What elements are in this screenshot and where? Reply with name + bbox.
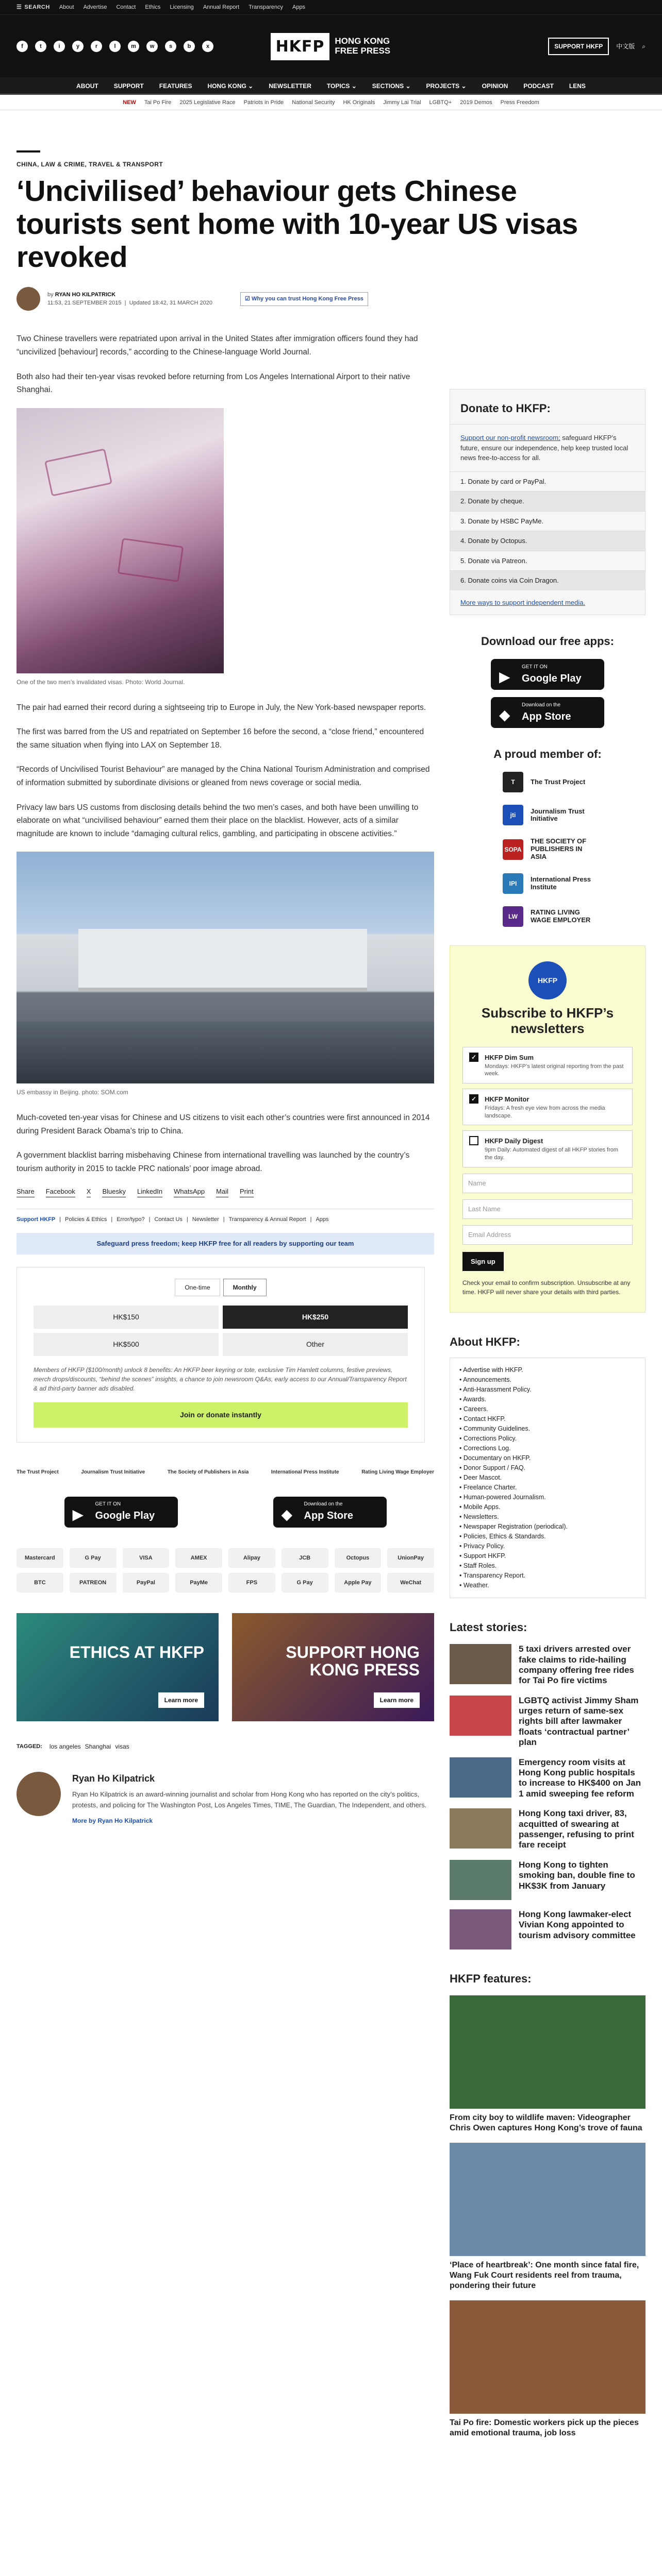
paragraph: A government blacklist barring misbehaving Chinese from international travelling was launched by the country’s tourism authority in 2015 to tackle PRC nationals’ poor image abroad. — [16, 1151, 410, 1173]
menu-icon: ☰ — [16, 4, 22, 10]
feature-headline: Tai Po fire: Domestic workers pick up the pieces amid emotional trauma, job loss — [450, 2418, 639, 2437]
bluesky-icon[interactable]: b — [184, 41, 195, 52]
story-thumbnail — [450, 1909, 511, 1950]
more-ways-link[interactable]: More ways to support independent media. — [460, 598, 586, 606]
story-headline: Emergency room visits at Hong Kong public hospitals to increase to HK$400 on Jan 1 amid sweeping fee reform — [519, 1757, 641, 1799]
feature-headline: From city boy to wildlife maven: Videographer Chris Owen captures Hong Kong’s trove of fauna — [450, 2113, 642, 2132]
top-bar — [0, 0, 662, 14]
transparency-link[interactable]: Transparency & Annual Report — [228, 1216, 306, 1223]
search-button[interactable]: ☰ SEARCH — [16, 3, 50, 12]
mastodon-icon[interactable]: m — [128, 41, 139, 52]
tag-link[interactable]: visas — [115, 1742, 129, 1750]
more-by-author-link[interactable]: More by Ryan Ho Kilpatrick — [72, 1817, 153, 1824]
ticker-item[interactable]: 2019 Demos — [460, 99, 492, 106]
about-item[interactable]: • Newspaper Registration (periodical). — [459, 1522, 636, 1532]
story-item[interactable] — [450, 1644, 646, 1686]
checkbox-checked[interactable]: ✓ — [469, 1053, 478, 1062]
payment-logo[interactable]: Apple Pay — [335, 1573, 382, 1592]
nav-projects[interactable]: PROJECTS ⌄ — [426, 82, 467, 90]
payment-logo[interactable]: PATREON — [70, 1573, 117, 1592]
donate-option[interactable]: 2. Donate by cheque. — [450, 491, 645, 511]
rss-icon[interactable]: r — [91, 41, 102, 52]
amount-option[interactable]: HK$150 — [34, 1306, 219, 1329]
amount-option-selected[interactable]: HK$250 — [223, 1306, 408, 1329]
header-rule — [16, 150, 40, 152]
support-link[interactable]: Support HKFP — [16, 1216, 56, 1223]
payment-logo[interactable]: Alipay — [228, 1548, 275, 1568]
article-body — [16, 332, 434, 2447]
published-date: 11:53, 21 SEPTEMBER 2015 — [47, 300, 122, 307]
play-icon: ▶ — [72, 1506, 84, 1522]
nav-lens[interactable]: LENS — [569, 82, 586, 90]
about-item[interactable]: • Human-powered Journalism. — [459, 1493, 636, 1502]
topbar-link-about[interactable]: About — [59, 4, 74, 10]
about-item[interactable]: • Donor Support / FAQ. — [459, 1463, 636, 1473]
email-input[interactable]: Email Address — [462, 1225, 633, 1245]
newsletter-option-daily-digest[interactable]: HKFP Daily Digest 9pm Daily: Automated digest of all HKFP stories from the day. — [462, 1130, 633, 1167]
payment-logo[interactable]: FPS — [228, 1573, 275, 1592]
latest-heading: Latest stories: — [450, 1621, 527, 1634]
story-headline: 5 taxi drivers arrested over fake claims to ride-hailing company offering free rides for Tai Po fire victims — [519, 1644, 634, 1686]
member-logos-row — [16, 1468, 434, 1476]
story-item[interactable] — [450, 1860, 646, 1900]
checkbox-unchecked[interactable] — [469, 1136, 478, 1145]
support-hkfp-button[interactable]: SUPPORT HKFP — [548, 38, 609, 55]
story-thumbnail — [450, 1860, 511, 1900]
about-item[interactable]: • Mobile Apps. — [459, 1502, 636, 1512]
promo-row — [16, 1613, 434, 1721]
reflecting-pool — [16, 1022, 434, 1083]
topbar-link-licensing[interactable]: Licensing — [170, 4, 194, 10]
donate-option[interactable]: 4. Donate by Octopus. — [450, 531, 645, 551]
newsletter-title: Subscribe to HKFP’s newsletters — [481, 1005, 614, 1037]
ticker-item[interactable]: Jimmy Lai Trial — [383, 99, 421, 106]
article-title: ‘Uncivilised’ behaviour gets Chinese tourists sent home with 10-year US visas revoked — [16, 175, 578, 274]
embassy-photo — [16, 852, 434, 1083]
story-headline: Hong Kong taxi driver, 83, acquitted of swearing at passenger, refusing to print fare receipt — [519, 1808, 634, 1850]
about-item[interactable]: • Corrections Log. — [459, 1444, 636, 1453]
about-item[interactable]: • Privacy Policy. — [459, 1541, 636, 1551]
paragraph: Privacy law bars US customs from disclosing details behind the two men’s cases, and both have been unwilling to elaborate on what “uncivilised behaviour” earned them their place on the blacklist. However, acts of a similar magnitude are known to include “damaging cultural relics, gambling, and participating in obscene activities.” — [16, 803, 419, 838]
payment-logo[interactable]: PayMe — [175, 1573, 222, 1592]
article-categories[interactable]: CHINA, LAW & CRIME, TRAVEL & TRANSPORT — [16, 161, 163, 168]
author-avatar — [16, 287, 40, 311]
payment-logo[interactable]: G Pay — [282, 1573, 328, 1592]
share-whatsapp[interactable]: WhatsApp — [174, 1187, 205, 1197]
about-list — [450, 1358, 646, 1598]
about-item[interactable]: • Policies, Ethics & Standards. — [459, 1532, 636, 1541]
hkfp-logo-icon: HKFP — [528, 961, 567, 999]
ticker-item[interactable]: Press Freedom — [500, 99, 539, 106]
donate-option[interactable]: 5. Donate via Patreon. — [450, 551, 645, 571]
newsletter-fine-print: Check your email to confirm subscription. Unsubscribe at any time. HKFP will never share your details with third parties. — [462, 1279, 631, 1296]
share-mail[interactable]: Mail — [216, 1187, 228, 1197]
payment-methods — [16, 1548, 434, 1592]
share-bluesky[interactable]: Bluesky — [102, 1187, 126, 1197]
about-item[interactable]: • Contact HKFP. — [459, 1414, 636, 1424]
member-logo[interactable]: Rating Living Wage Employer — [361, 1469, 434, 1475]
topbar-link-contact[interactable]: Contact — [116, 4, 136, 10]
whatsapp-icon[interactable]: w — [146, 41, 158, 52]
apple-icon: ◆ — [281, 1506, 293, 1522]
story-item[interactable] — [450, 1757, 646, 1800]
about-widget — [450, 1333, 646, 1598]
contact-link[interactable]: Contact Us — [154, 1216, 183, 1223]
story-headline: LGBTQ activist Jimmy Sham urges return of same-sex rights bill after lawmaker floats ‘contractual partner’ plan — [519, 1695, 639, 1748]
share-facebook[interactable]: Facebook — [46, 1187, 75, 1197]
story-item[interactable] — [450, 1808, 646, 1851]
paragraph: Two Chinese travellers were repatriated upon arrival in the United States after immigration officers found they had “uncivilized [behaviour] records,” according to the Chinese-language World Journal. — [16, 334, 418, 357]
about-item[interactable]: • Careers. — [459, 1404, 636, 1414]
latest-stories — [450, 1619, 646, 1950]
about-item[interactable]: • Advertise with HKFP. — [459, 1365, 636, 1375]
paragraph: The first was barred from the US and repatriated on September 16 before the second, a “close friend,” encountered the same situation when flying into LAX on September 18. — [16, 727, 424, 750]
payment-logo[interactable]: PayPal — [123, 1573, 170, 1592]
article-footer-links: Support HKFP | Policies & Ethics | Error/typo? | Contact Us | Newsletter | Transparency & Annual Report | Apps — [16, 1209, 434, 1224]
visa-photo — [16, 408, 224, 673]
learn-more-button[interactable]: Learn more — [158, 1692, 204, 1708]
visa-stamp — [44, 448, 112, 496]
freq-one-time[interactable]: One-time — [175, 1279, 220, 1296]
tag-link[interactable]: Shanghai — [85, 1742, 111, 1750]
support-promo[interactable]: SUPPORT HONG KONG PRESS Learn more — [232, 1613, 434, 1721]
amount-option-other[interactable]: Other — [223, 1333, 408, 1356]
payment-logo[interactable]: Mastercard — [16, 1548, 63, 1568]
member-ipi[interactable]: IPI International Press Institute — [450, 873, 646, 894]
story-thumbnail — [450, 1644, 511, 1684]
join-button[interactable]: Join or donate instantly — [34, 1402, 408, 1428]
updated-date: Updated 18:42, 31 MARCH 2020 — [129, 300, 213, 307]
instagram-icon[interactable]: i — [54, 41, 65, 52]
about-item[interactable]: • Deer Mascot. — [459, 1473, 636, 1483]
author-photo — [16, 1772, 61, 1816]
about-item[interactable]: • Weather. — [459, 1581, 636, 1590]
about-item[interactable]: • Community Guidelines. — [459, 1424, 636, 1434]
share-print[interactable]: Print — [240, 1187, 254, 1197]
payment-logo[interactable]: BTC — [16, 1573, 63, 1592]
about-heading: About HKFP: — [450, 1335, 520, 1349]
topbar-link-apps[interactable]: Apps — [292, 4, 306, 10]
nav-hong-kong[interactable]: HONG KONG ⌄ — [207, 82, 254, 90]
tag-link[interactable]: los angeles — [49, 1742, 81, 1750]
nav-newsletter[interactable]: NEWSLETTER — [269, 82, 311, 90]
article-header — [16, 110, 646, 311]
features-heading: HKFP features: — [450, 1972, 532, 1985]
paragraph: Much-coveted ten-year visas for Chinese and US citizens to visit each other’s countries were first announced in 2014 during President Barack Obama’s trip to China. — [16, 1113, 430, 1136]
topic-ticker — [0, 95, 662, 110]
payment-logo[interactable]: WeChat — [387, 1573, 434, 1592]
newsletter-widget — [450, 945, 646, 1313]
about-item[interactable]: • Support HKFP. — [459, 1551, 636, 1561]
signal-icon[interactable]: s — [165, 41, 176, 52]
apple-icon: ◆ — [499, 707, 510, 723]
topbar-link-advertise[interactable]: Advertise — [83, 4, 107, 10]
story-item[interactable] — [450, 1696, 646, 1748]
feature-image — [450, 2300, 646, 2414]
share-x[interactable]: X — [87, 1187, 91, 1197]
nav-features[interactable]: FEATURES — [159, 82, 192, 90]
feature-image — [450, 1995, 646, 2109]
paragraph: The pair had earned their record during a sightseeing trip to Europe in July, the New York-based newspaper reports. — [16, 703, 426, 712]
ticker-item[interactable]: 2025 Legislative Race — [179, 99, 236, 106]
apps-link[interactable]: Apps — [316, 1216, 329, 1223]
features-widget — [450, 1970, 646, 2438]
story-headline: Hong Kong lawmaker-elect Vivian Kong appointed to tourism advisory committee — [519, 1909, 636, 1940]
share-bar — [16, 1187, 434, 1197]
by-label: by — [47, 291, 54, 298]
amount-option[interactable]: HK$500 — [34, 1333, 219, 1356]
photo-caption: One of the two men’s invalidated visas. Photo: World Journal. — [16, 678, 185, 686]
youtube-icon[interactable]: y — [72, 41, 84, 52]
payment-logo[interactable]: Octopus — [335, 1548, 382, 1568]
masthead — [0, 14, 662, 77]
topbar-link-ethics[interactable]: Ethics — [145, 4, 161, 10]
learn-more-button[interactable]: Learn more — [374, 1692, 420, 1708]
payment-logo[interactable]: G Pay — [70, 1548, 117, 1568]
x-icon[interactable]: x — [202, 41, 213, 52]
members-heading: A proud member of: — [493, 748, 602, 761]
first-name-input[interactable]: Name — [462, 1174, 633, 1193]
feature-image — [450, 2143, 646, 2256]
tags-label: TAGGED: — [16, 1743, 42, 1750]
trust-project-icon: T — [503, 772, 523, 792]
about-item[interactable]: • Anti-Harassment Policy. — [459, 1385, 636, 1395]
nav-opinion[interactable]: OPINION — [482, 82, 508, 90]
story-item[interactable] — [450, 1909, 646, 1950]
member-logo[interactable]: International Press Institute — [271, 1469, 339, 1475]
facebook-icon[interactable]: f — [16, 41, 28, 52]
share-linkedin[interactable]: LinkedIn — [137, 1187, 162, 1197]
story-headline: Hong Kong to tighten smoking ban, double fine to HK$3K from January — [519, 1859, 635, 1891]
app-store-row — [16, 1497, 434, 1528]
article-tags — [16, 1742, 434, 1751]
share-button[interactable]: Share — [16, 1187, 35, 1197]
donate-option[interactable]: 1. Donate by card or PayPal. — [450, 471, 645, 492]
feature-item[interactable] — [450, 1995, 646, 2133]
apps-heading: Download our free apps: — [481, 635, 614, 648]
nav-topics[interactable]: TOPICS ⌄ — [326, 82, 357, 90]
membership-note: Members of HKFP ($100/month) unlock 8 benefits: An HKFP beer keyring or tote, exclusive Tim Hamlett columns, festive previews, merch drops/discounts, “behind the scenes” insights, a chance to join newsroom Q&As, early access to our Annual/Transparency Report & ad third-party banner ads disabled. — [34, 1366, 407, 1392]
member-sopa[interactable]: SOPA THE SOCIETY OF PUBLISHERS IN ASIA — [450, 838, 646, 861]
jti-icon: jti — [503, 805, 523, 825]
donate-option[interactable]: 6. Donate coins via Coin Dragon. — [450, 570, 645, 590]
topbar-link-transparency[interactable]: Transparency — [249, 4, 283, 10]
donate-option[interactable]: 3. Donate by HSBC PayMe. — [450, 511, 645, 531]
ticker-item[interactable]: Patriots in Pride — [243, 99, 284, 106]
ticker-item[interactable]: LGBTQ+ — [429, 99, 452, 106]
about-item[interactable]: • Announcements. — [459, 1375, 636, 1385]
chinese-edition-link[interactable]: 中文版 — [616, 43, 635, 50]
signup-button[interactable]: Sign up — [462, 1252, 504, 1272]
policies-link[interactable]: Policies & Ethics — [65, 1216, 107, 1223]
nav-podcast[interactable]: PODCAST — [523, 82, 554, 90]
twitter-icon[interactable]: t — [35, 41, 46, 52]
payment-logo[interactable]: VISA — [123, 1548, 170, 1568]
newsletter-option-dim-sum[interactable]: ✓ HKFP Dim Sum Mondays: HKFP’s latest original reporting from the past week. — [462, 1047, 633, 1083]
nav-support[interactable]: SUPPORT — [113, 82, 144, 90]
new-badge: NEW — [123, 99, 136, 106]
play-icon: ▶ — [499, 669, 510, 685]
newsletter-option-monitor[interactable]: ✓ HKFP Monitor Fridays: A fresh eye view from across the media landscape. — [462, 1089, 633, 1125]
story-thumbnail — [450, 1696, 511, 1736]
about-item[interactable]: • Awards. — [459, 1395, 636, 1404]
logo-text: HONG KONG FREE PRESS — [335, 36, 391, 56]
sidebar — [450, 332, 646, 2447]
linkedin-icon[interactable]: l — [109, 41, 121, 52]
donation-form — [16, 1267, 425, 1443]
newsletter-link[interactable]: Newsletter — [192, 1216, 219, 1223]
about-item[interactable]: • Newsletters. — [459, 1512, 636, 1522]
about-item[interactable]: • Documentary on HKFP. — [459, 1453, 636, 1463]
member-living-wage[interactable]: LW RATING LIVING WAGE EMPLOYER — [450, 906, 646, 927]
author-name[interactable]: Ryan Ho Kilpatrick — [72, 1773, 155, 1784]
member-logo[interactable]: Journalism Trust Initiative — [81, 1469, 145, 1475]
member-trust-project[interactable]: T The Trust Project — [450, 772, 646, 792]
last-name-input[interactable]: Last Name — [462, 1199, 633, 1219]
pledge-banner[interactable]: Safeguard press freedom; keep HKFP free for all readers by supporting our team — [16, 1233, 434, 1255]
photo-caption: US embassy in Beijing. photo: SOM.com — [16, 1089, 128, 1096]
about-item[interactable]: • Staff Roles. — [459, 1561, 636, 1571]
ticker-item[interactable]: Tai Po Fire — [144, 99, 172, 106]
byline: by RYAN HO KILPATRICK 11:53, 21 SEPTEMBER 2015 | Updated 18:42, 31 MARCH 2020 ☑ Why you can trust Hong Kong Free Press — [16, 287, 646, 311]
sopa-icon: SOPA — [503, 839, 523, 860]
donate-intro-link[interactable]: Support our non-profit newsroom; — [460, 434, 560, 442]
error-link[interactable]: Error/typo? — [117, 1216, 145, 1223]
payment-logo[interactable]: JCB — [282, 1548, 328, 1568]
about-item[interactable]: • Freelance Charter. — [459, 1483, 636, 1493]
about-item[interactable]: • Transparency Report. — [459, 1571, 636, 1581]
story-thumbnail — [450, 1757, 511, 1798]
topbar-link-annual-report[interactable]: Annual Report — [203, 4, 240, 10]
freq-monthly[interactable]: Monthly — [223, 1279, 267, 1296]
app-store-button[interactable]: ◆ Download on the App Store — [273, 1497, 387, 1528]
ticker-item[interactable]: HK Originals — [343, 99, 375, 106]
app-store-button[interactable]: ◆ Download on the App Store — [491, 697, 604, 728]
site-logo[interactable] — [271, 33, 392, 60]
feature-item[interactable] — [450, 2143, 646, 2291]
google-play-button[interactable]: ▶ GET IT ON Google Play — [64, 1497, 178, 1528]
social-links — [16, 41, 233, 52]
member-logo[interactable]: The Trust Project — [16, 1469, 59, 1475]
nav-about[interactable]: ABOUT — [76, 82, 98, 90]
embassy-building — [78, 929, 367, 991]
feature-headline: ‘Place of heartbreak’: One month since fatal fire, Wang Fuk Court residents reel from trauma, pondering their future — [450, 2260, 639, 2290]
about-item[interactable]: • Corrections Policy. — [459, 1434, 636, 1444]
story-thumbnail — [450, 1808, 511, 1849]
trust-link[interactable]: ☑ Why you can trust Hong Kong Free Press — [240, 292, 368, 306]
payment-logo[interactable]: UnionPay — [387, 1548, 434, 1568]
ethics-promo[interactable]: ETHICS AT HKFP Learn more — [16, 1613, 219, 1721]
nav-sections[interactable]: SECTIONS ⌄ — [372, 82, 411, 90]
member-logo[interactable]: The Society of Publishers in Asia — [167, 1469, 249, 1475]
feature-item[interactable] — [450, 2300, 646, 2438]
paragraph: “Records of Uncivilised Tourist Behaviour” are managed by the China National Tourism Administration and comprised of information submitted by subordinate divisions or gleaned from news coverage or social media. — [16, 765, 430, 787]
member-jti[interactable]: jti Journalism Trust Initiative — [450, 805, 646, 825]
donate-title: Donate to HKFP: — [450, 389, 645, 425]
visa-stamp — [118, 538, 184, 582]
payment-logo[interactable]: AMEX — [175, 1548, 222, 1568]
author-box — [16, 1772, 434, 1826]
author-bio: Ryan Ho Kilpatrick is an award-winning journalist and scholar from Hong Kong who has reported on the city’s politics, protests, and policing for The Washington Post, Los Angeles Times, TIME, The Guardian, The Independent, and others. — [72, 1790, 427, 1809]
donate-intro: safeguard HKFP’s future, ensure our independence, help keep trusted local news free-to-access for all. — [460, 434, 628, 462]
google-play-button[interactable]: ▶ GET IT ON Google Play — [491, 659, 604, 690]
main-nav — [0, 77, 662, 95]
living-wage-icon: LW — [503, 906, 523, 927]
ticker-item[interactable]: National Security — [292, 99, 335, 106]
paragraph: Both also had their ten-year visas revoked before returning from Los Angeles International Airport to their native Shanghai. — [16, 372, 410, 395]
checkbox-checked[interactable]: ✓ — [469, 1094, 478, 1104]
search-icon[interactable]: ⌕ — [642, 43, 646, 50]
logo-mark: HKFP — [271, 33, 330, 60]
shield-icon: ☑ — [245, 296, 252, 302]
author-link[interactable]: RYAN HO KILPATRICK — [55, 291, 116, 298]
ipi-icon: IPI — [503, 873, 523, 894]
donate-widget — [450, 389, 646, 615]
